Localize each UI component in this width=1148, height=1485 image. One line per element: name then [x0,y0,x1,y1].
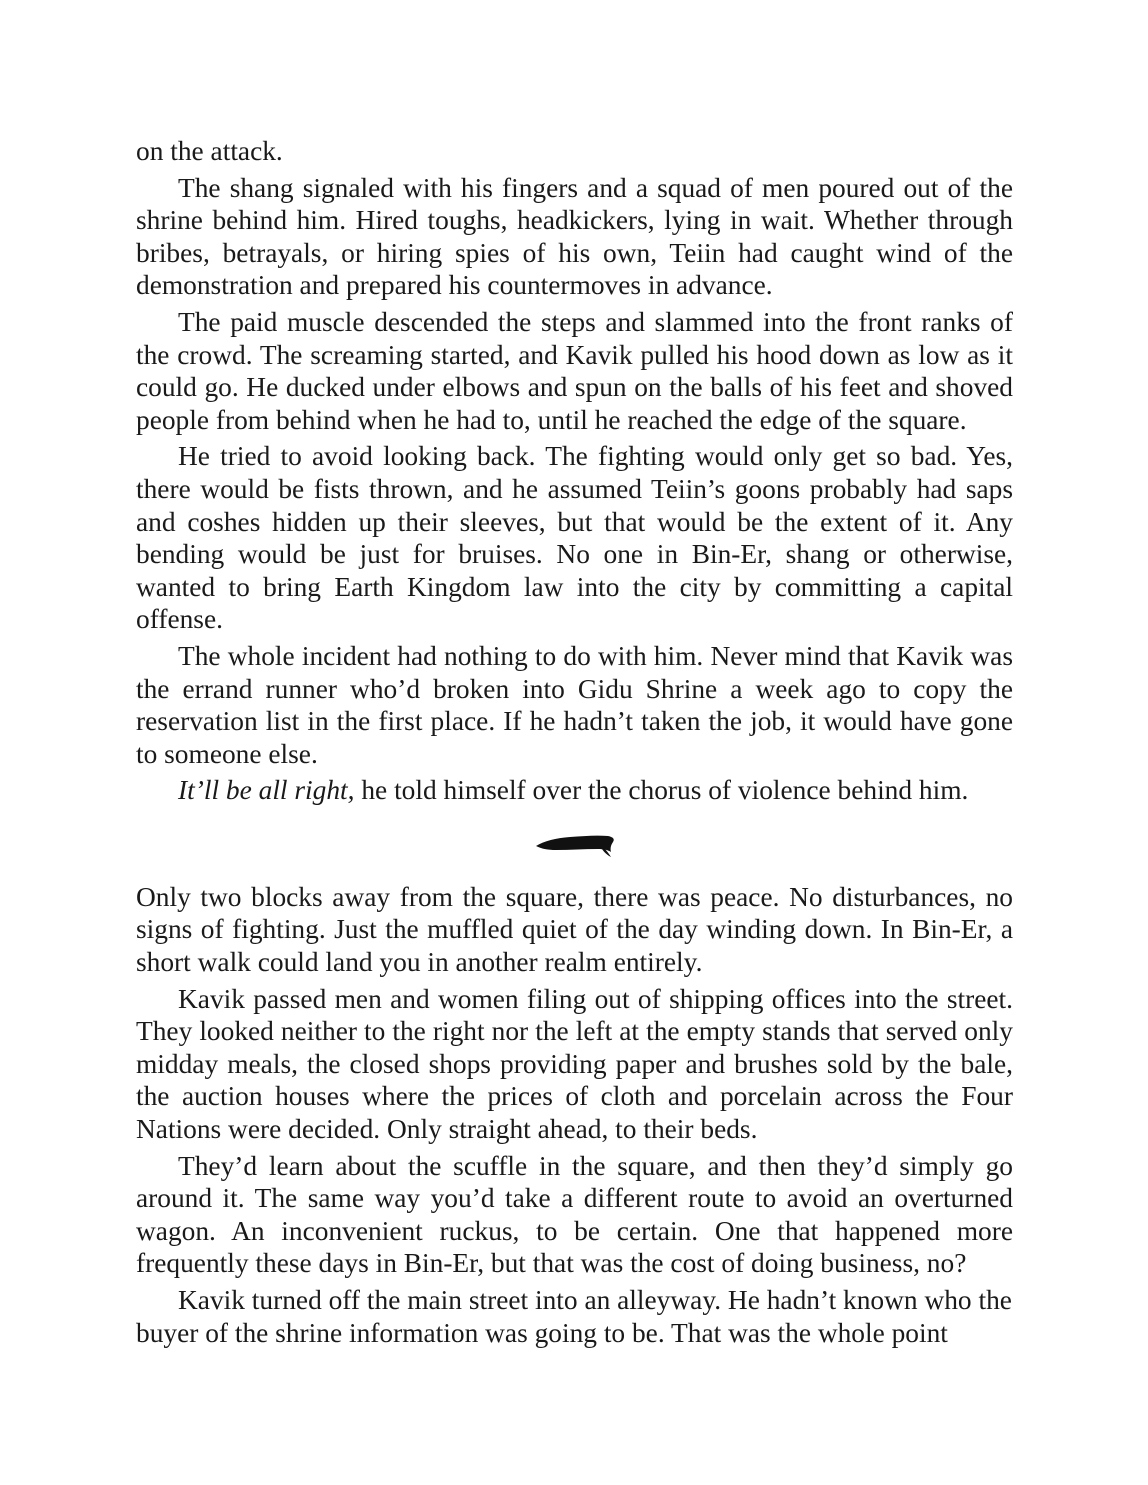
paragraph: The paid muscle descended the steps and slammed into the front ranks of the crowd. The screaming started, and Kavik pulled his hood down as low as it could go. He ducked under elbows and spun on the balls of his feet and shoved people from behind when he had to, until he reached the edge of the square. [136,306,1013,435]
scene-break [136,811,1013,879]
italic-thought: It’ll be all right, [178,775,355,806]
paragraph: The shang signaled with his fingers and a squad of men poured out of the shrine behind him. Hired toughs, headkickers, lying in wait. Whether through bribes, betrayals, or hiring spies of his own, Teiin had caught wind of the demonstration and prepared his countermoves in advance. [136,172,1013,301]
paragraph: They’d learn about the scuffle in the square, and then they’d simply go around it. The same way you’d take a different route to avoid an overturned wagon. An inconvenient ruckus, to be certain. One that happened more frequently these days in Bin-Er, but that was the cost of doing business, no? [136,1150,1013,1279]
paragraph: He tried to avoid looking back. The fighting would only get so bad. Yes, there would be fists thrown, and he assumed Teiin’s goons probably had saps and coshes hidden up their sleeves, but that would be the extent of it. Any bending would be just for bruises. No one in Bin-Er, shang or otherwise, wanted to bring Earth Kingdom law into the city by committing a capital offense. [136,441,1013,635]
paragraph: Kavik turned off the main street into an alleyway. He hadn’t known who the buyer of the shrine information was going to be. That was the whole point [136,1285,1012,1348]
book-page [136,135,1013,1349]
paragraph-rest: he told himself over the chorus of violence behind him. [354,775,969,806]
paragraph: The whole incident had nothing to do with him. Never mind that Kavik was the errand runner who’d broken into Gidu Shrine a week ago to copy the reservation list in the first place. If he hadn’t taken the job, it would have gone to someone else. [136,640,1013,769]
paragraph-italic-lead [136,774,1013,807]
brush-stroke-ornament-icon [534,830,616,860]
paragraph: Only two blocks away from the square, there was peace. No disturbances, no signs of fighting. Just the muffled quiet of the day winding down. In Bin-Er, a short walk could land you in another realm entirely. [136,881,1013,978]
paragraph-continuation: on the attack. [136,136,283,166]
paragraph: Kavik passed men and women filing out of shipping offices into the street. They looked neither to the right nor the left at the empty stands that served only midday meals, the closed shops providing paper and brushes sold by the bale, the auction houses where the prices of cloth and porcelain across the Four Nations were decided. Only straight ahead, to their beds. [136,983,1013,1145]
